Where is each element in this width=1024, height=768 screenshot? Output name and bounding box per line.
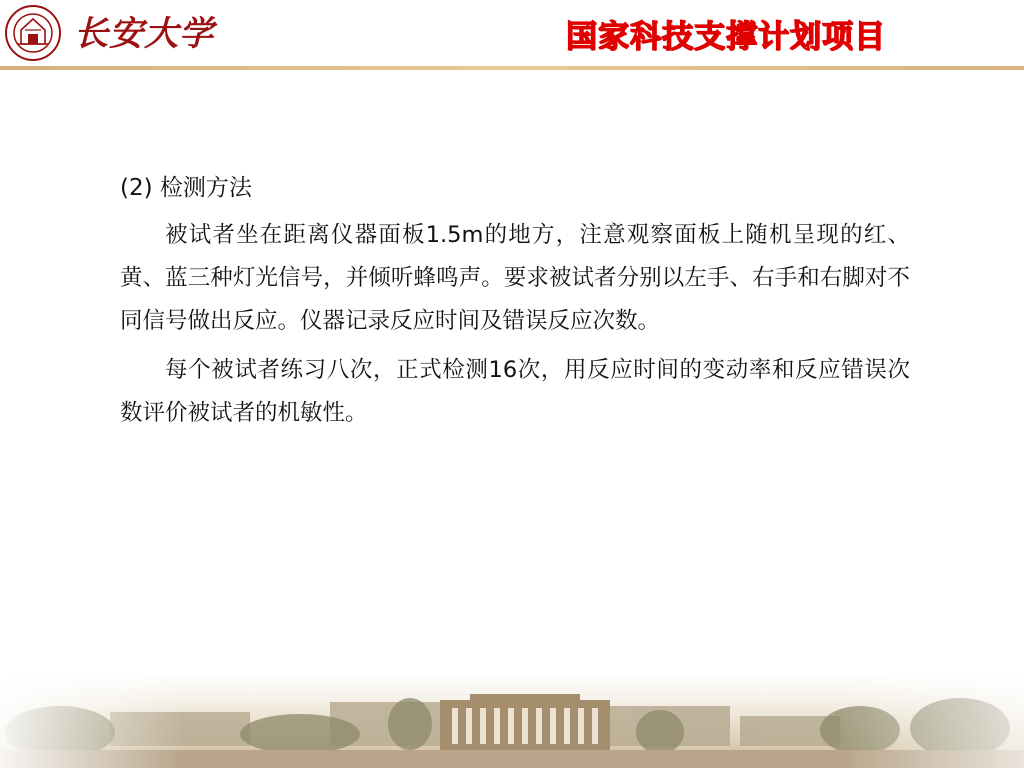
header-bar [0,0,1024,70]
method-paragraph: 被试者坐在距离仪器面板1.5m的地方，注意观察面板上随机呈现的红、黄、蓝三种灯光信号，并倾听蜂鸣声。要求被试者分别以左手、右手和右脚对不同信号做出反应。仪器记录反应时间及错误反应次数。 [120,222,910,334]
campus-footer-illustration [0,672,1024,768]
evaluation-paragraph: 每个被试者练习八次，正式检测16次，用反应时间的变动率和反应错误次数评价被试者的机敏性。 [120,357,910,426]
main-content [120,172,910,441]
project-title: 国家科技支撑计划项目 [566,19,886,55]
header-divider [0,66,1024,70]
section-heading: (2) 检测方法 [120,175,252,201]
university-logo-text: 长安大学 [74,14,214,54]
university-seal-icon [4,4,62,62]
